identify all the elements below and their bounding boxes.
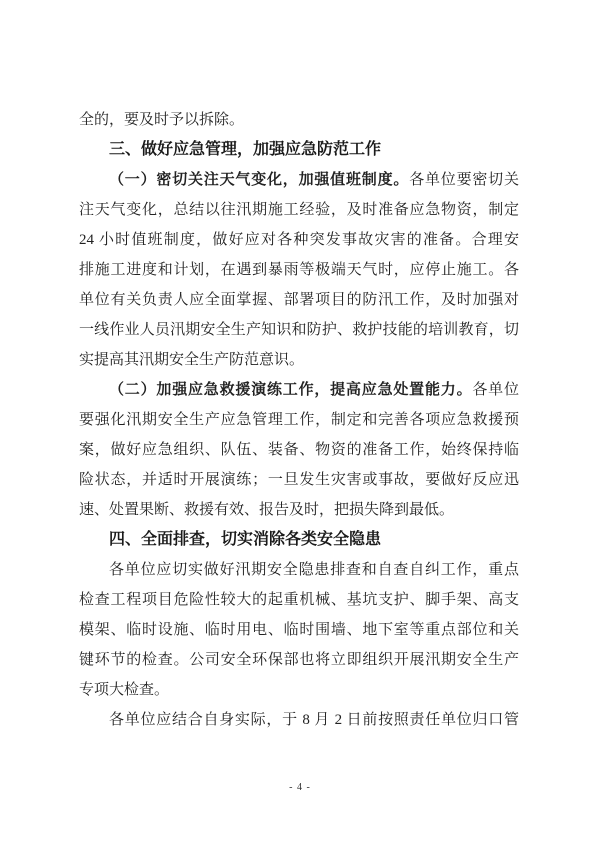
body-line: 案，做好应急组织、队伍、装备、物资的准备工作，始终保持临	[79, 442, 519, 458]
section-heading-three: 三、做好应急管理，加强应急防范工作	[109, 141, 382, 158]
body-line: 排施工进度和计划，在遇到暴雨等极端天气时，应停止施工。各	[79, 262, 519, 278]
paragraph-lead-bold: （二）加强应急救援演练工作，提高应急处置能力。	[109, 382, 473, 398]
body-text: 各单位	[472, 382, 519, 398]
body-line-paragraph-end: 速、处置果断、救援有效、报告及时，把损失降到最低。	[79, 502, 455, 518]
body-line: 键环节的检查。公司安全环保部也将立即组织开展汛期安全生产	[79, 652, 519, 668]
body-line: 24 小时值班制度，做好应对各种突发事故灾害的准备。合理安	[79, 232, 519, 248]
body-line: 一线作业人员汛期安全生产知识和防护、救护技能的培训教育，切	[79, 322, 519, 338]
body-line: 各单位应切实做好汛期安全隐患排查和自查自纠工作，重点	[109, 562, 519, 578]
paragraph-lead-bold: （一）密切关注天气变化，加强值班制度。	[109, 172, 410, 188]
section-heading-four: 四、全面排查，切实消除各类安全隐患	[109, 531, 382, 548]
body-line-continuation: 全的，要及时予以拆除。	[79, 112, 245, 128]
body-line	[79, 375, 519, 405]
body-line	[79, 165, 519, 195]
body-line: 险状态，并适时开展演练；一旦发生灾害或事故，要做好反应迅	[79, 472, 519, 488]
body-text: 各单位要密切关	[409, 172, 519, 188]
body-line-paragraph-end: 实提高其汛期安全生产防范意识。	[79, 352, 305, 368]
body-line: 注天气变化，总结以往汛期施工经验，及时准备应急物资，制定	[79, 202, 519, 218]
body-line: 模架、临时设施、临时用电、临时围墙、地下室等重点部位和关	[79, 622, 519, 638]
page-number: - 4 -	[289, 782, 311, 793]
body-line: 单位有关负责人应全面掌握、部署项目的防汛工作，及时加强对	[79, 292, 519, 308]
body-line: 各单位应结合自身实际，于 8 月 2 日前按照责任单位归口管	[109, 712, 519, 728]
document-body	[79, 105, 519, 735]
body-line: 检查工程项目危险性较大的起重机械、基坑支护、脚手架、高支	[79, 592, 519, 608]
body-line: 要强化汛期安全生产应急管理工作，制定和完善各项应急救援预	[79, 412, 519, 428]
body-line-paragraph-end: 专项大检查。	[79, 682, 170, 698]
